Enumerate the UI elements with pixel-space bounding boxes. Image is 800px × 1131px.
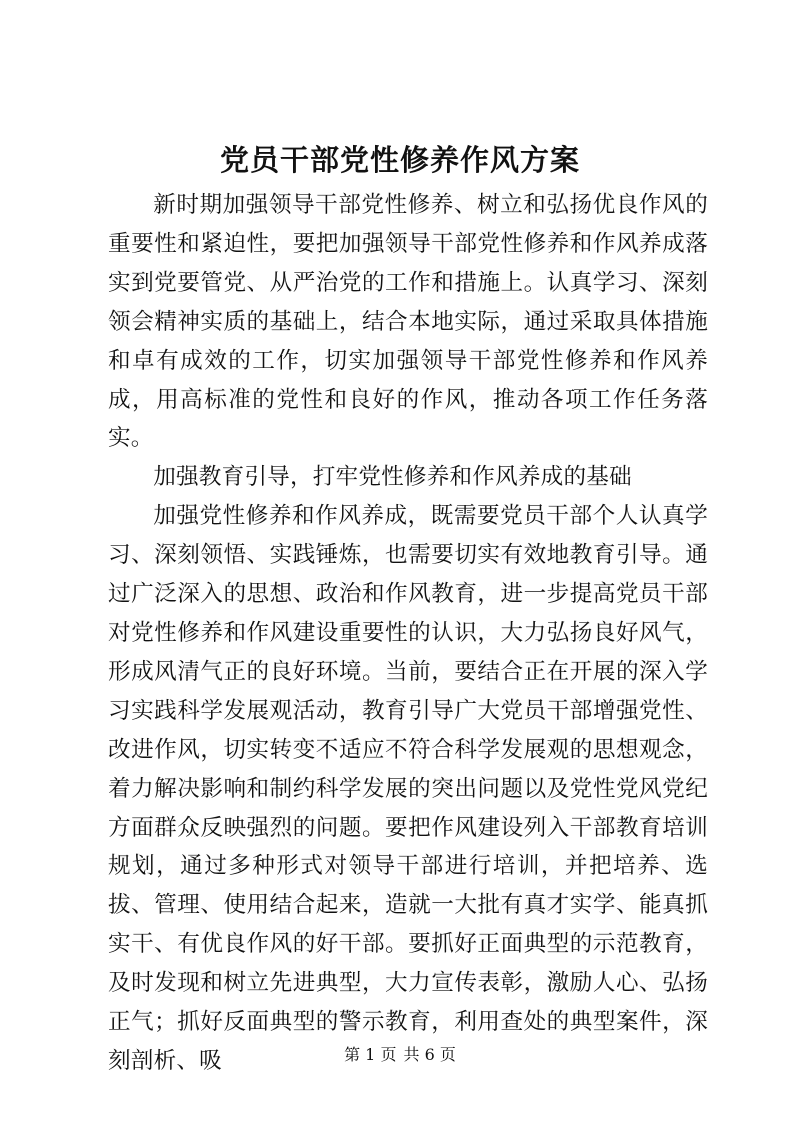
page-footer bbox=[0, 1044, 800, 1066]
page-number: 第 1 页 bbox=[344, 1045, 397, 1064]
paragraph-intro: 新时期加强领导干部党性修养、树立和弘扬优良作风的重要性和紧迫性，要把加强领导干部党性修养和作风养成落实到党要管党、从严治党的工作和措施上。认真学习、深刻领会精神实质的基础上，结合本地实际，通过采取具体措施和卓有成效的工作，切实加强领导干部党性修养和作风养成，用高标准的党性和良好的作风，推动各项工作任务落实。 bbox=[108, 192, 708, 452]
page-total: 共 6 页 bbox=[403, 1045, 456, 1064]
paragraph-education: 加强党性修养和作风养成，既需要党员干部个人认真学习、深刻领悟、实践锤炼，也需要切实有效地教育引导。通过广泛深入的思想、政治和作风教育，进一步提高党员干部对党性修养和作风建设重要性的认识，大力弘扬良好风气，形成风清气正的良好环境。当前，要结合正在开展的深入学习实践科学发展观活动，教育引导广大党员干部增强党性、改进作风，切实转变不适应不符合科学发展观的思想观念，着力解决影响和制约科学发展的突出问题以及党性党风党纪方面群众反映强烈的问题。要把作风建设列入干部教育培训规划，通过多种形式对领导干部进行培训，并把培养、选拔、管理、使用结合起来，造就一大批有真才实学、能真抓实干、有优良作风的好干部。要抓好正面典型的示范教育，及时发现和树立先进典型，大力宣传表彰，激励人心、弘扬正气；抓好反面典型的警示教育，利用查处的典型案件，深刻剖析、吸 bbox=[108, 503, 708, 1074]
document-title: 党员干部党性修养作风方案 bbox=[219, 143, 580, 177]
document-body bbox=[108, 186, 708, 1081]
section-heading: 加强教育引导，打牢党性修养和作风养成的基础 bbox=[153, 464, 632, 491]
